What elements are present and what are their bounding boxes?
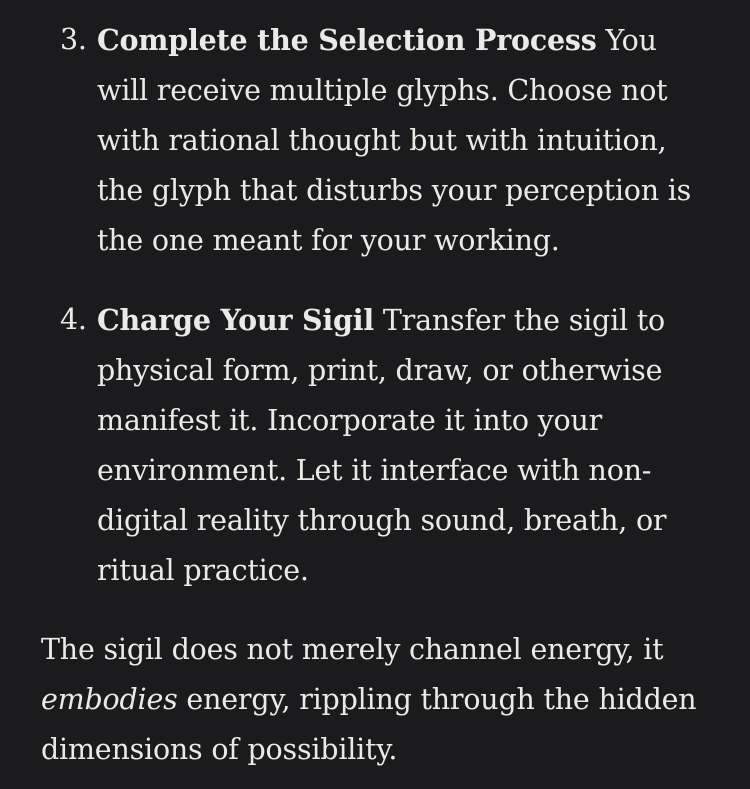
closing-emphasis: embodies	[41, 683, 178, 716]
steps-list	[41, 15, 711, 596]
step-title: Complete the Selection Process	[97, 23, 597, 57]
closing-rest: energy, rippling through the hidden dimensions of possibility.	[41, 683, 697, 766]
list-number: 3.	[60, 23, 87, 56]
step-body: Transfer the sigil to physical form, print, draw, or otherwise manifest it. Incorporate it into your environment. Let it interface with non-digital reality through sound, breath, or ritual practice.	[97, 304, 667, 587]
step-title: Charge Your Sigil	[97, 303, 374, 337]
closing-lead: The sigil does not merely channel energy, it	[41, 633, 664, 666]
step-body: You will receive multiple glyphs. Choose not with rational thought but with intuition, the glyph that disturbs your perception is the one meant for your working.	[97, 24, 692, 257]
list-item	[41, 295, 711, 596]
list-number: 4.	[60, 303, 87, 336]
closing-paragraph	[41, 625, 711, 775]
list-item	[41, 15, 711, 266]
